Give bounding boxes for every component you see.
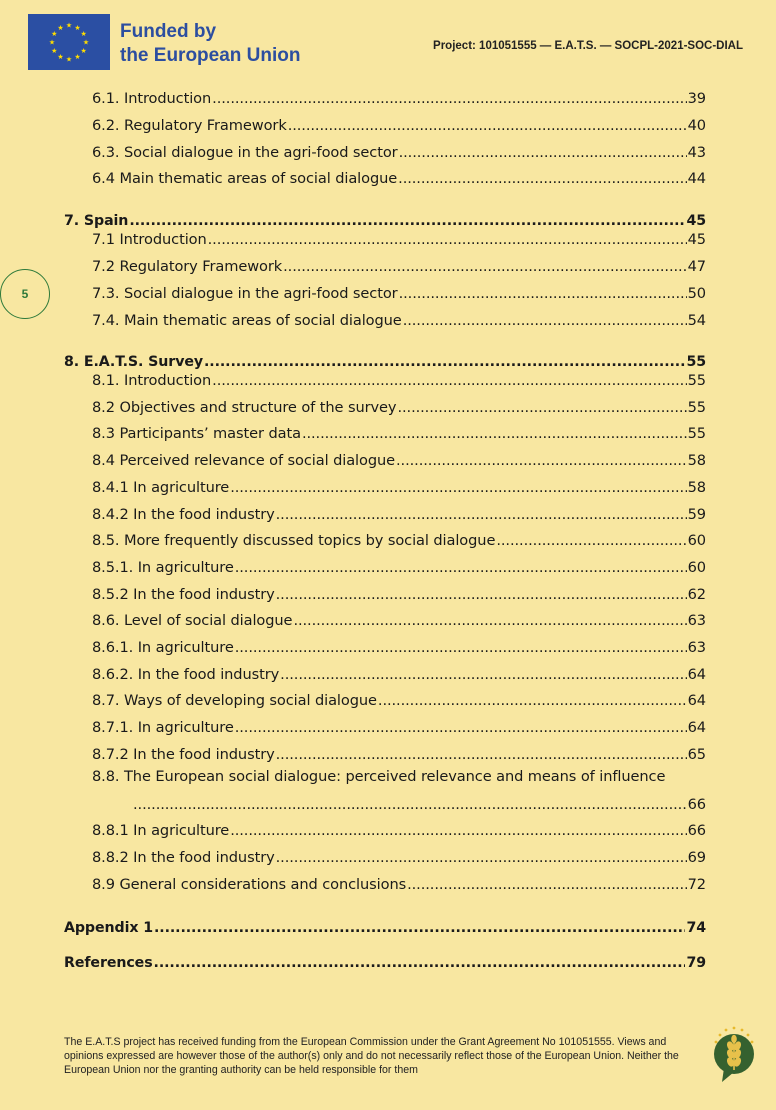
dot-leader: [276, 585, 687, 605]
toc-entry-title: References: [64, 955, 153, 971]
toc-entry-title: 8.7.2 In the food industry: [92, 746, 275, 763]
toc-entry-page: 65: [687, 746, 706, 763]
toc-entry-title: 7.1 Introduction: [92, 231, 207, 248]
toc-entry-page: 69: [687, 849, 706, 866]
toc-entry-page: 64: [687, 692, 706, 709]
toc-entry-page: 54: [687, 312, 706, 329]
toc-entry-continuation[interactable]: [132, 795, 706, 815]
toc-entry-title: 8.6.1. In agriculture: [92, 639, 234, 656]
toc-entry-title: 8.4.2 In the food industry: [92, 506, 275, 523]
toc-entry[interactable]: [92, 665, 706, 685]
toc-entry-page: 79: [686, 955, 706, 971]
toc-entry[interactable]: [92, 611, 706, 631]
toc-entry-page: 74: [686, 920, 706, 936]
dot-leader: [302, 424, 687, 444]
dot-leader: [133, 795, 687, 815]
toc-entry[interactable]: [92, 745, 706, 765]
dot-leader: [283, 257, 686, 277]
toc-entry-page: 45: [687, 231, 706, 248]
toc-entry-page: 40: [687, 117, 706, 134]
toc-entry-page: 64: [687, 666, 706, 683]
toc-entry[interactable]: [92, 284, 706, 304]
dot-leader: [396, 451, 687, 471]
funded-line-1: Funded by: [120, 21, 217, 42]
svg-text:★: ★: [48, 38, 56, 47]
dot-leader: [276, 745, 687, 765]
toc-entry-title: 8.4 Perceived relevance of social dialogue: [92, 452, 396, 469]
toc-entry-page: 59: [687, 506, 706, 523]
svg-text:★: ★: [82, 38, 90, 47]
svg-text:★: ★: [65, 21, 73, 30]
toc-entry[interactable]: [92, 169, 706, 189]
svg-text:★: ★: [80, 30, 87, 38]
toc-entry-page: 55: [686, 354, 706, 370]
toc-entry-title: 8.2 Objectives and structure of the survey: [92, 399, 397, 416]
toc-entry[interactable]: [92, 531, 706, 551]
toc-entry-page: 58: [687, 479, 706, 496]
toc-entry-page: 63: [687, 639, 706, 656]
toc-entry-title: 6.2. Regulatory Framework: [92, 117, 287, 134]
toc-entry-page: 55: [687, 399, 706, 416]
toc-section-entry[interactable]: [64, 352, 706, 372]
dot-leader: [230, 478, 686, 498]
funded-line-2: the European Union: [120, 45, 301, 66]
toc-entry-title: 8.1. Introduction: [92, 372, 212, 389]
dot-leader: [399, 284, 687, 304]
dot-leader: [212, 89, 686, 109]
dot-leader: [398, 169, 686, 189]
toc-entry-title: 8. E.A.T.S. Survey: [64, 354, 204, 370]
toc-entry-title-wrapped[interactable]: 8.8. The European social dialogue: perceived relevance and means of influence: [92, 768, 666, 785]
toc-entry-page: 50: [687, 285, 706, 302]
toc-entry-page: 39: [687, 90, 706, 107]
toc-entry-page: 63: [687, 612, 706, 629]
dot-leader: [235, 638, 687, 658]
toc-entry-title: Appendix 1: [64, 920, 153, 936]
toc-entry[interactable]: [92, 424, 706, 444]
toc-entry-page: 47: [687, 258, 706, 275]
dot-leader: [288, 116, 687, 136]
toc-entry[interactable]: [92, 371, 706, 391]
toc-entry[interactable]: [92, 585, 706, 605]
svg-text:★: ★: [65, 55, 73, 64]
dot-leader: [276, 848, 687, 868]
toc-entry-title: 8.6. Level of social dialogue: [92, 612, 293, 629]
toc-entry[interactable]: [92, 116, 706, 136]
toc-entry-title: 7.2 Regulatory Framework: [92, 258, 283, 275]
toc-entry-page: 44: [687, 170, 706, 187]
svg-text:★: ★: [51, 30, 58, 38]
toc-entry-title: 8.4.1 In agriculture: [92, 479, 230, 496]
dot-leader: [407, 875, 687, 895]
toc-entry-title: 7.4. Main thematic areas of social dialogue: [92, 312, 402, 329]
toc-entry-title: 8.8.1 In agriculture: [92, 822, 230, 839]
toc-entry-title: 6.3. Social dialogue in the agri-food sector: [92, 144, 398, 161]
toc-entry-title: 8.5.2 In the food industry: [92, 586, 275, 603]
dot-leader: [397, 398, 686, 418]
toc-entry-page: 64: [687, 719, 706, 736]
dot-leader: [403, 311, 687, 331]
toc-entry[interactable]: [92, 143, 706, 163]
toc-entry[interactable]: [92, 505, 706, 525]
toc-entry-title: 8.7.1. In agriculture: [92, 719, 234, 736]
dot-leader: [204, 352, 685, 372]
toc-entry-page: 62: [687, 586, 706, 603]
toc-entry-title: 6.1. Introduction: [92, 90, 212, 107]
svg-text:★: ★: [57, 23, 64, 32]
toc-entry-title: 8.5.1. In agriculture: [92, 559, 234, 576]
toc-entry-page: 66: [687, 822, 706, 839]
svg-text:★: ★: [74, 23, 81, 32]
toc-entry[interactable]: [92, 638, 706, 658]
toc-entry-page: 60: [687, 532, 706, 549]
dot-leader: [230, 821, 686, 841]
dot-leader: [235, 558, 687, 578]
svg-text:★: ★: [57, 53, 64, 62]
toc-entry-page: 66: [687, 796, 706, 813]
toc-entry[interactable]: [92, 311, 706, 331]
toc-entry[interactable]: [92, 478, 706, 498]
toc-entry-page: 60: [687, 559, 706, 576]
toc-entry[interactable]: [92, 89, 706, 109]
toc-entry-page: 43: [687, 144, 706, 161]
eu-flag-icon: [28, 14, 110, 70]
dot-leader: [154, 918, 685, 938]
page-number-badge: 5: [0, 269, 50, 319]
dot-leader: [399, 143, 687, 163]
toc-entry[interactable]: [92, 691, 706, 711]
toc-entry-title: 8.9 General considerations and conclusions: [92, 876, 407, 893]
toc-entry-page: 55: [687, 372, 706, 389]
toc-entry[interactable]: [92, 718, 706, 738]
funded-by-eu-label: [120, 20, 301, 68]
toc-entry[interactable]: [92, 848, 706, 868]
toc-section-entry[interactable]: [64, 211, 706, 231]
funding-disclaimer: The E.A.T.S project has received funding from the European Commission under the Grant Agreement No 101051555. Views and opinions expressed are however those of the author(s) only and do not necessarily reflect those of the European Union. Neither the European Union nor the granting authority can be held responsible for them: [64, 1036, 679, 1076]
toc-section-entry[interactable]: [64, 918, 706, 938]
svg-text:★: ★: [74, 53, 81, 62]
toc-entry-title: 6.4 Main thematic areas of social dialogue: [92, 170, 398, 187]
toc-entry[interactable]: [92, 821, 706, 841]
svg-text:★: ★: [80, 47, 87, 55]
toc-entry[interactable]: [92, 398, 706, 418]
dot-leader: [276, 505, 687, 525]
dot-leader: [235, 718, 687, 738]
dot-leader: [280, 665, 686, 685]
toc-entry-title: 8.8.2 In the food industry: [92, 849, 275, 866]
toc-entry[interactable]: [92, 451, 706, 471]
project-header: Project: 101051555 — E.A.T.S. — SOCPL-2021-SOC-DIAL: [433, 40, 743, 52]
toc-entry-page: 58: [687, 452, 706, 469]
dot-leader: [129, 211, 685, 231]
toc-entry[interactable]: [92, 875, 706, 895]
toc-entry-page: 72: [687, 876, 706, 893]
toc-entry[interactable]: [92, 558, 706, 578]
dot-leader: [496, 531, 686, 551]
dot-leader: [154, 953, 686, 973]
toc-entry-title: 8.7. Ways of developing social dialogue: [92, 692, 377, 709]
toc-entry[interactable]: [92, 257, 706, 277]
dot-leader: [212, 371, 686, 391]
dot-leader: [208, 230, 687, 250]
toc-entry-title: 8.3 Participants’ master data: [92, 425, 301, 442]
toc-entry-page: 45: [686, 213, 706, 229]
toc-entry-title: 8.5. More frequently discussed topics by social dialogue: [92, 532, 496, 549]
toc-entry-title: 7.3. Social dialogue in the agri-food sector: [92, 285, 398, 302]
toc-entry[interactable]: [92, 230, 706, 250]
dot-leader: [293, 611, 686, 631]
dot-leader: [378, 691, 687, 711]
toc-entry-title: 7. Spain: [64, 213, 129, 229]
svg-text:★: ★: [51, 47, 58, 55]
toc-entry-page: 55: [687, 425, 706, 442]
toc-entry-title: 8.6.2. In the food industry: [92, 666, 280, 683]
toc-section-entry[interactable]: [64, 953, 706, 973]
wheat-logo-icon: [706, 1024, 762, 1086]
